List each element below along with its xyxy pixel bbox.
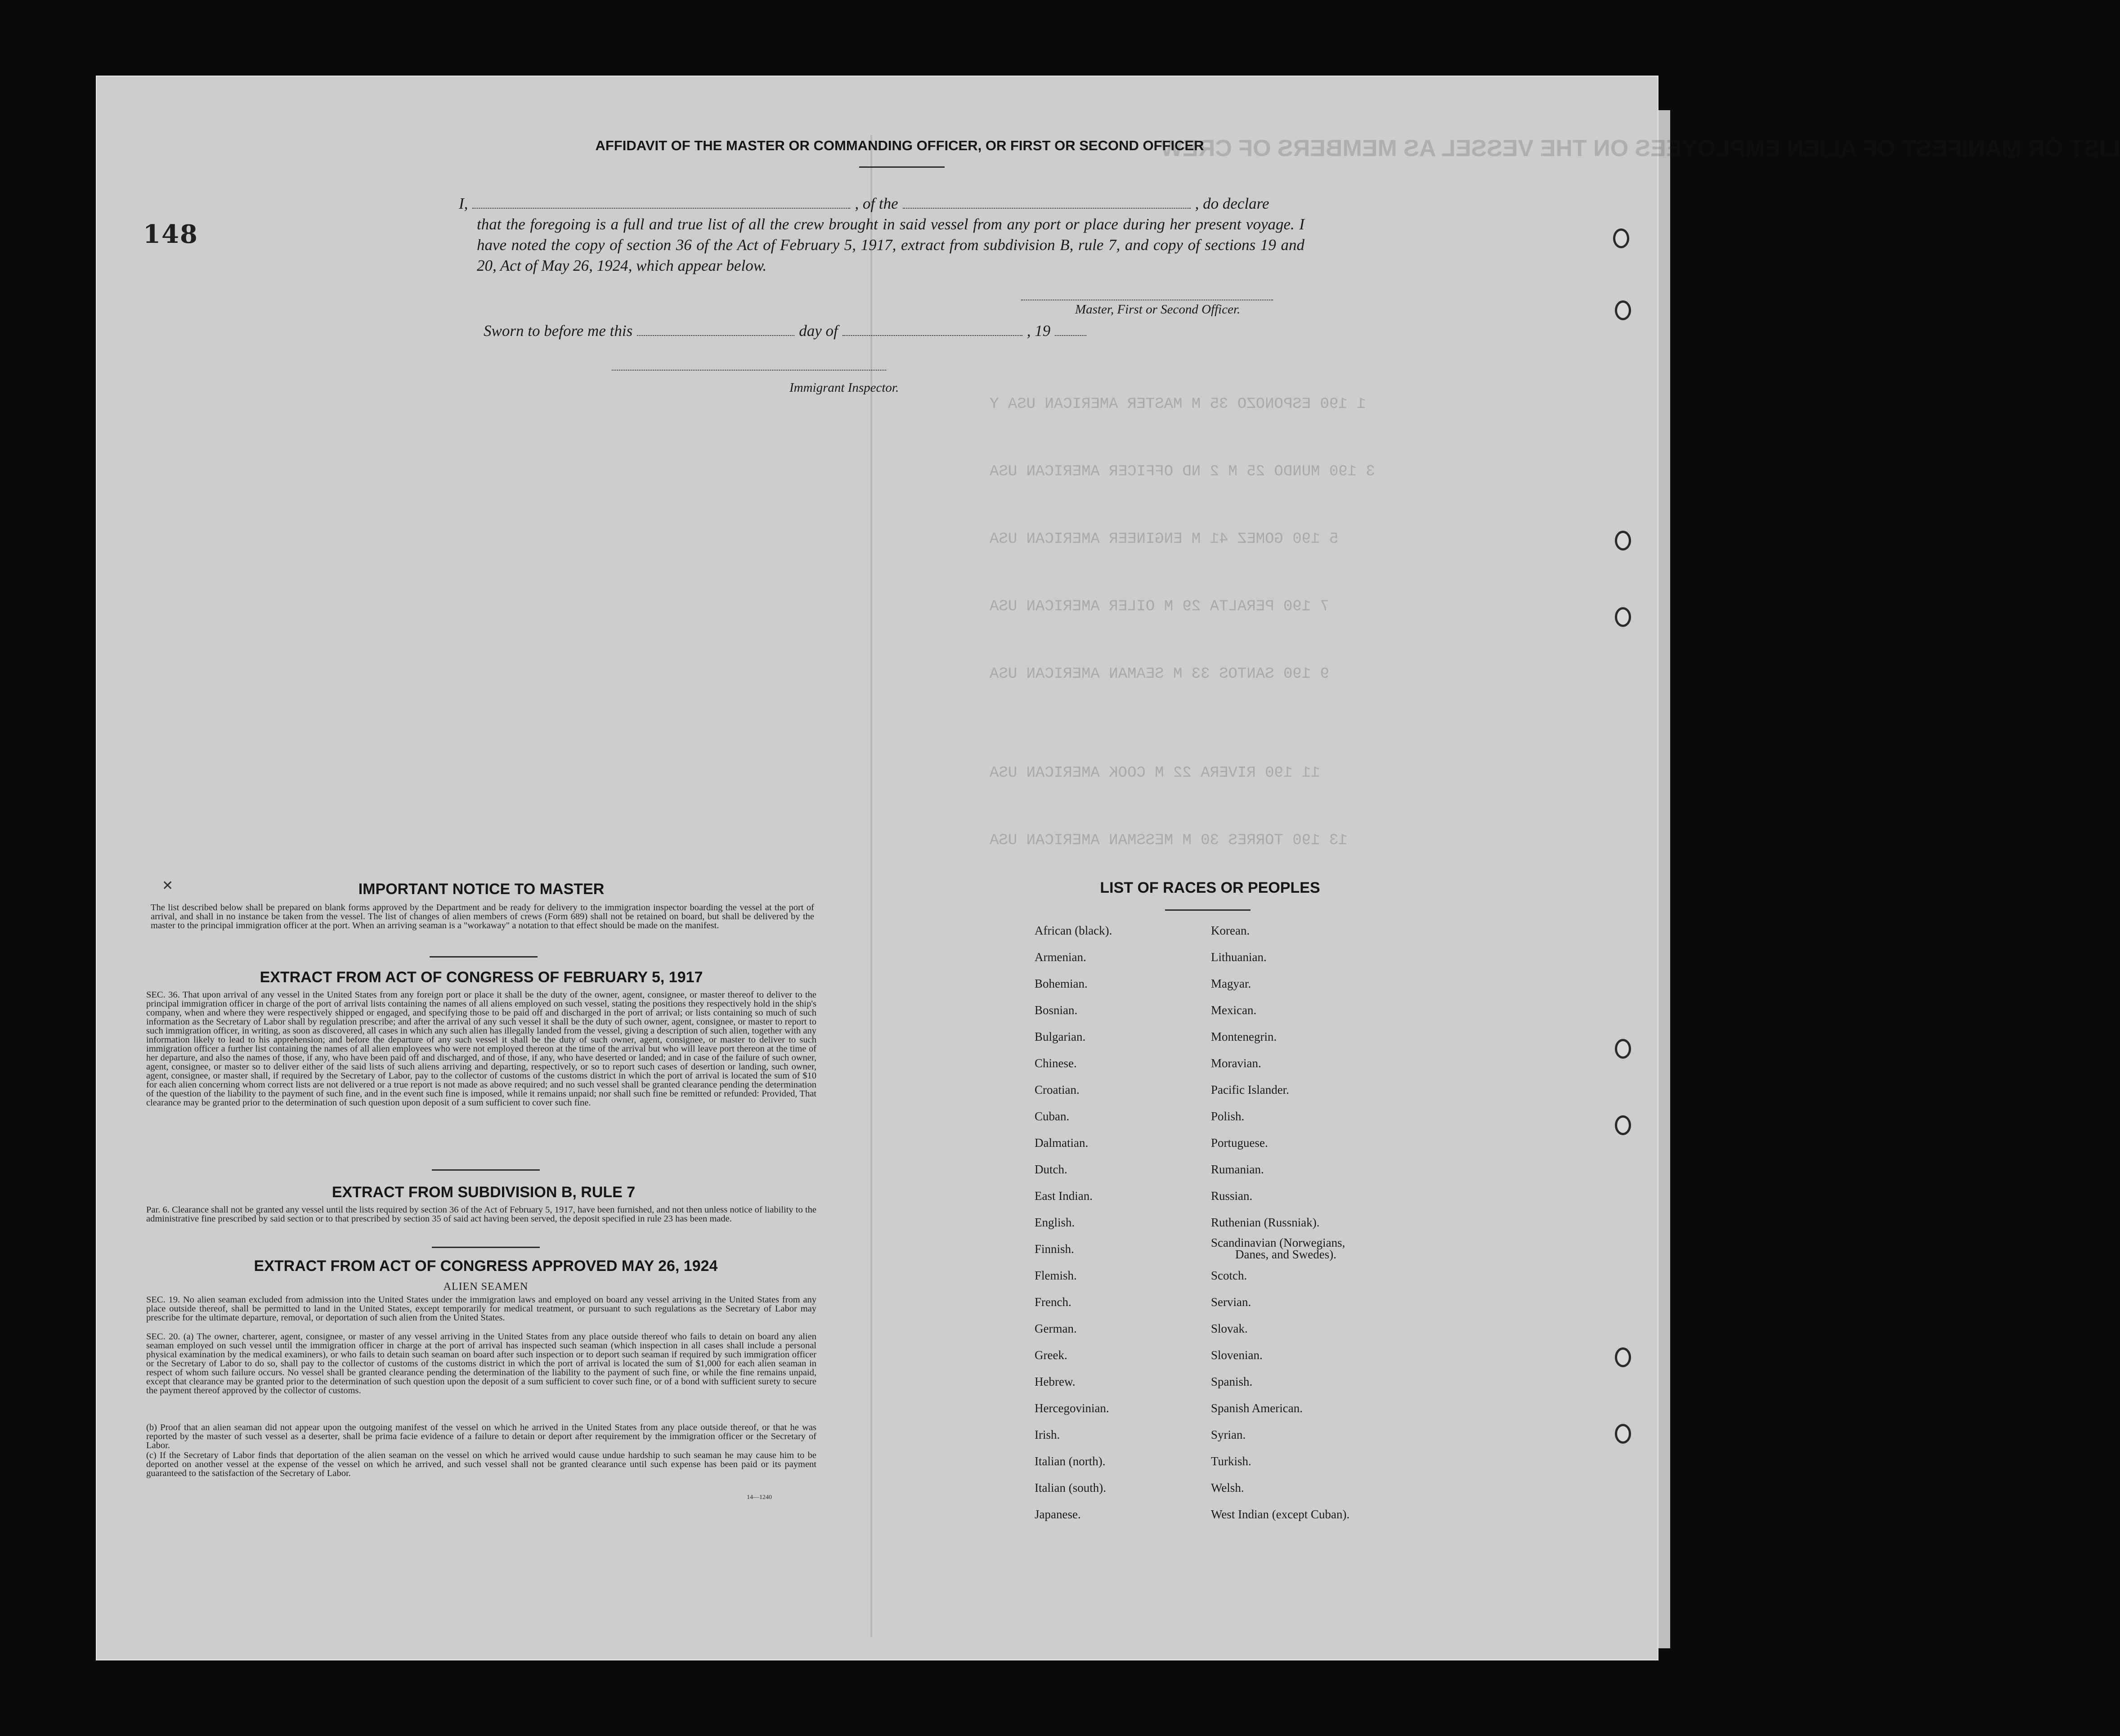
affidavit-heading: AFFIDAVIT OF THE MASTER OR COMMANDING OFFICER, OR FIRST OR SECOND OFFICER (595, 138, 1204, 153)
race-item: Italian (north). (1035, 1454, 1106, 1468)
race-item: Bosnian. (1035, 1003, 1078, 1017)
extract-1917-text: SEC. 36. That upon arrival of any vessel in the United States from any foreign port or place it shall be the duty of the owner, agent, consignee, or master thereof to deliver to the principal immigration officer in charge of the port of arrival lists containing the names of all aliens employed on such vessel, stating the positions they respectively hold in the ship's company, when and where they were respectively shipped or engaged, and specifying those to be paid off and discharged in the port of arrival; or lists containing so much of such information as the Secretary of Labor shall by regulation prescribe; and after the arrival of any such vessel it shall be the duty of such owner, agent, consignee, or master to report to such immigration officer, in writing, as soon as discovered, all cases in which any such alien has illegally landed from the vessel, giving a description of such alien, together with any information likely to lead to his apprehension; and before the departure of any such vessel it shall be the duty of such owner, agent, consignee, or master to deliver to such immigration officer a further list containing the names of all alien employees who were not employed thereon at the time of the arrival but who will leave port thereon at the time of her departure, and also the names of those, if any, who have been paid off and discharged, and of those, if any, who have deserted or landed; and in case of the failure of such owner, agent, consignee, or master so to deliver either of the said lists of such aliens arriving and departing, respectively, or so to report such cases of desertion or landing, such owner, agent, consignee, or master shall, if required by the Secretary of Labor, pay to the collector of customs of the customs district in which the port of arrival is located the sum of $10 for each alien concerning whom correct lists are not delivered or a true report is not made as above required; and no such vessel shall be granted clearance pending the determination of the question of the liability to the payment of such fine, and in the event such fine is imposed, while it remains unpaid; nor shall such fine be remitted or refunded: Provided, That clearance may be granted prior to the determination of such question upon deposit of a sum sufficient to cover such fine. (146, 990, 816, 1108)
race-item: Greek. (1035, 1348, 1067, 1362)
race-item: Bulgarian. (1035, 1030, 1086, 1043)
handwritten-page-number: 148 (143, 219, 198, 249)
race-item: Russian. (1211, 1189, 1253, 1203)
extract-rule7-heading: EXTRACT FROM SUBDIVISION B, RULE 7 (332, 1184, 636, 1201)
race-item: Flemish. (1035, 1269, 1077, 1282)
race-item: Servian. (1211, 1295, 1251, 1309)
race-item: Scotch. (1211, 1269, 1247, 1282)
notice-heading: IMPORTANT NOTICE TO MASTER (358, 881, 605, 898)
affidavit-body: that the foregoing is a full and true list of all the crew brought in said vessel from any port or place during her present voyage. I have noted the copy of section 36 of the Act of February 5, 1917, extract from subdivision B, rule 7, and copy of sections 19 and 20, Act of May 26, 1924, which appear below. (477, 215, 1304, 274)
do-declare-label: , do declare (1195, 195, 1269, 212)
race-item: East Indian. (1035, 1189, 1093, 1203)
vessel-blank[interactable] (903, 195, 1191, 209)
document-page (97, 76, 1658, 1660)
inspector-signature-label: Immigrant Inspector. (789, 380, 899, 395)
bleed-through-row: 3 190 MUNDO 25 M 2 ND OFFICER AMERICAN USA (990, 463, 1375, 480)
race-item: African (black). (1035, 924, 1112, 937)
sheet-edge (1658, 110, 1670, 1648)
race-item: Dalmatian. (1035, 1136, 1089, 1150)
bleed-through-row: 9 190 SANTOS 33 M SEAMAN AMERICAN USA (990, 666, 1329, 683)
race-item: Rumanian. (1211, 1163, 1264, 1176)
race-item: Scandinavian (Norwegians, (1211, 1236, 1345, 1249)
section-rule (430, 956, 538, 957)
i-label: I, (459, 195, 468, 212)
bleed-through-row: 7 190 PERALTA 29 M OILER AMERICAN USA (990, 598, 1329, 615)
race-item: Slovak. (1211, 1322, 1248, 1335)
heading-rule (859, 166, 945, 168)
officer-signature-label: Master, First or Second Officer. (1075, 302, 1241, 317)
bleed-through-row: 13 190 TORRES 30 M MESSMAN AMERICAN USA (990, 832, 1348, 849)
race-item: Welsh. (1211, 1481, 1244, 1494)
race-item: Dutch. (1035, 1163, 1067, 1176)
race-item: Cuban. (1035, 1110, 1070, 1123)
binder-hole (1615, 1115, 1631, 1135)
bleed-through-row: 5 190 GOMEZ 41 M ENGINEER AMERICAN USA (990, 531, 1339, 548)
race-item-continuation: Danes, and Swedes). (1235, 1248, 1336, 1261)
name-blank[interactable] (472, 195, 850, 209)
section-rule (432, 1169, 540, 1171)
sworn-year-blank[interactable] (1055, 322, 1086, 336)
year-label: , 19 (1026, 322, 1051, 340)
race-item: Finnish. (1035, 1242, 1074, 1256)
race-item: Pacific Islander. (1211, 1083, 1289, 1096)
bleed-through-heading: LIST OR MANIFEST OF ALIEN EMPLOYEES ON THE VESSEL AS MEMBERS OF CREW (1161, 135, 2120, 161)
binder-hole (1615, 607, 1631, 627)
binder-hole (1615, 1347, 1631, 1367)
race-item: English. (1035, 1216, 1075, 1229)
race-item: Bohemian. (1035, 977, 1088, 990)
section-rule (432, 1247, 540, 1248)
race-item: Armenian. (1035, 950, 1086, 964)
inspector-signature-line[interactable] (612, 370, 886, 371)
ink-mark: ✕ (162, 878, 174, 893)
affidavit-first-line (459, 193, 1304, 214)
bleed-through-row: 1 190 ESPONOZO 35 M MASTER AMERICAN USA Y (990, 396, 1366, 413)
race-item: Mexican. (1211, 1003, 1257, 1017)
binder-hole (1615, 531, 1631, 550)
sworn-month-blank[interactable] (843, 322, 1022, 336)
race-item: Syrian. (1211, 1428, 1246, 1441)
form-number: 14—1240 (747, 1494, 772, 1501)
sworn-label: Sworn to before me this (484, 322, 633, 340)
race-item: Italian (south). (1035, 1481, 1106, 1494)
races-heading: LIST OF RACES OR PEOPLES (1100, 879, 1320, 896)
extract-rule7-text: Par. 6. Clearance shall not be granted any vessel until the lists required by section 36 of the Act of February 5, 1917, have been furnished, and not then unless notice of liability to the administrative fine prescribed by said section or to that prescribed by section 35 of said act having been served, the deposit specified in rule 23 has been made. (146, 1205, 816, 1224)
binder-hole (1615, 1424, 1631, 1444)
races-heading-rule (1165, 909, 1250, 911)
extract-1917-heading: EXTRACT FROM ACT OF CONGRESS OF FEBRUARY 5, 1917 (260, 969, 703, 986)
race-item: French. (1035, 1295, 1071, 1309)
race-item: Japanese. (1035, 1508, 1081, 1521)
day-of-label: day of (799, 322, 838, 340)
race-item: Ruthenian (Russniak). (1211, 1216, 1320, 1229)
sworn-line (484, 322, 1086, 340)
race-item: West Indian (except Cuban). (1211, 1508, 1350, 1521)
of-the-label: , of the (855, 195, 898, 212)
race-item: Irish. (1035, 1428, 1060, 1441)
affidavit-text (459, 193, 1304, 276)
section-20c-text: (c) If the Secretary of Labor finds that deportation of the alien seaman on the vessel on which he arrived would cause undue hardship to such seaman he may cause him to be deported on another vessel at the expense of the vessel on which he arrived, and such vessel shall not be granted clearance until such expense has been paid or its payment guaranteed to the satisfaction of the Secretary of Labor. (146, 1450, 816, 1478)
race-item: Croatian. (1035, 1083, 1080, 1096)
race-item: German. (1035, 1322, 1077, 1335)
race-item: Hercegovinian. (1035, 1401, 1109, 1415)
race-item: Turkish. (1211, 1454, 1251, 1468)
extract-1924-heading: EXTRACT FROM ACT OF CONGRESS APPROVED MAY 26, 1924 (254, 1257, 718, 1275)
race-item: Hebrew. (1035, 1375, 1076, 1388)
race-item: Montenegrin. (1211, 1030, 1277, 1043)
race-item: Spanish. (1211, 1375, 1253, 1388)
race-item: Polish. (1211, 1110, 1245, 1123)
race-item: Slovenian. (1211, 1348, 1263, 1362)
binder-hole (1613, 228, 1629, 248)
race-item: Chinese. (1035, 1056, 1077, 1070)
section-19-text: SEC. 19. No alien seaman excluded from admission into the United States under the immigration laws and employed on board any vessel arriving in the United States from any place outside thereof, shall be permitted to land in the United States, except temporarily for medical treatment, or pursuant to such regulations as the Secretary of Labor may prescribe for the ultimate departure, removal, or deportation of such alien from the United States. (146, 1295, 816, 1323)
section-20a-text: SEC. 20. (a) The owner, charterer, agent, consignee, or master of any vessel arriving in the United States from any place outside thereof who fails to detain on board any alien seaman employed on such vessel until the immigration officer in charge at the port of arrival has inspected such seaman (which inspection in all cases shall include a personal physical examination by the medical examiners), or who fails to detain such seaman on board after such inspection or to deport such seaman if required by such immigration officer or the Secretary of Labor to do so, shall pay to the collector of customs of the customs district in which the port of arrival is located the sum of $1,000 for each alien seaman in respect of whom such failure occurs. No vessel shall be granted clearance pending the determination of the liability to the payment of such fine, or while the fine remains unpaid, except that clearance may be granted prior to the determination of such question upon the deposit of a sum sufficient to cover such fine, or of a bond with sufficient surety to secure the payment thereof approved by the collector of customs. (146, 1332, 816, 1396)
race-item: Korean. (1211, 924, 1250, 937)
race-item: Lithuanian. (1211, 950, 1267, 964)
center-fold (870, 135, 872, 1637)
binder-hole (1615, 300, 1631, 320)
bleed-through-row: 11 190 RIVERA 22 M COOK AMERICAN USA (990, 765, 1320, 782)
alien-seamen-subheading: ALIEN SEAMEN (443, 1281, 529, 1293)
binder-hole (1615, 1039, 1631, 1059)
sworn-day-blank[interactable] (637, 322, 794, 336)
section-20b-text: (b) Proof that an alien seaman did not appear upon the outgoing manifest of the vessel on which he arrived in the United States from any place outside thereof, or that he was reported by the master of such vessel as a deserter, shall be prima facie evidence of a failure to detain or deport after requirement by the immigration officer or the Secretary of Labor. (146, 1423, 816, 1450)
race-item: Moravian. (1211, 1056, 1261, 1070)
notice-text: The list described below shall be prepared on blank forms approved by the Department and be ready for delivery to the immigration inspector boarding the vessel at the port of arrival, and shall in no instance be taken from the vessel. The list of changes of alien members of crews (Form 689) shall not be retained on board, but shall be delivered by the master to the principal immigration officer at the port. When an arriving seaman is a "workaway" a notation to that effect should be made on the manifest. (151, 903, 814, 931)
race-item: Magyar. (1211, 977, 1251, 990)
race-item: Spanish American. (1211, 1401, 1303, 1415)
race-item: Portuguese. (1211, 1136, 1268, 1150)
